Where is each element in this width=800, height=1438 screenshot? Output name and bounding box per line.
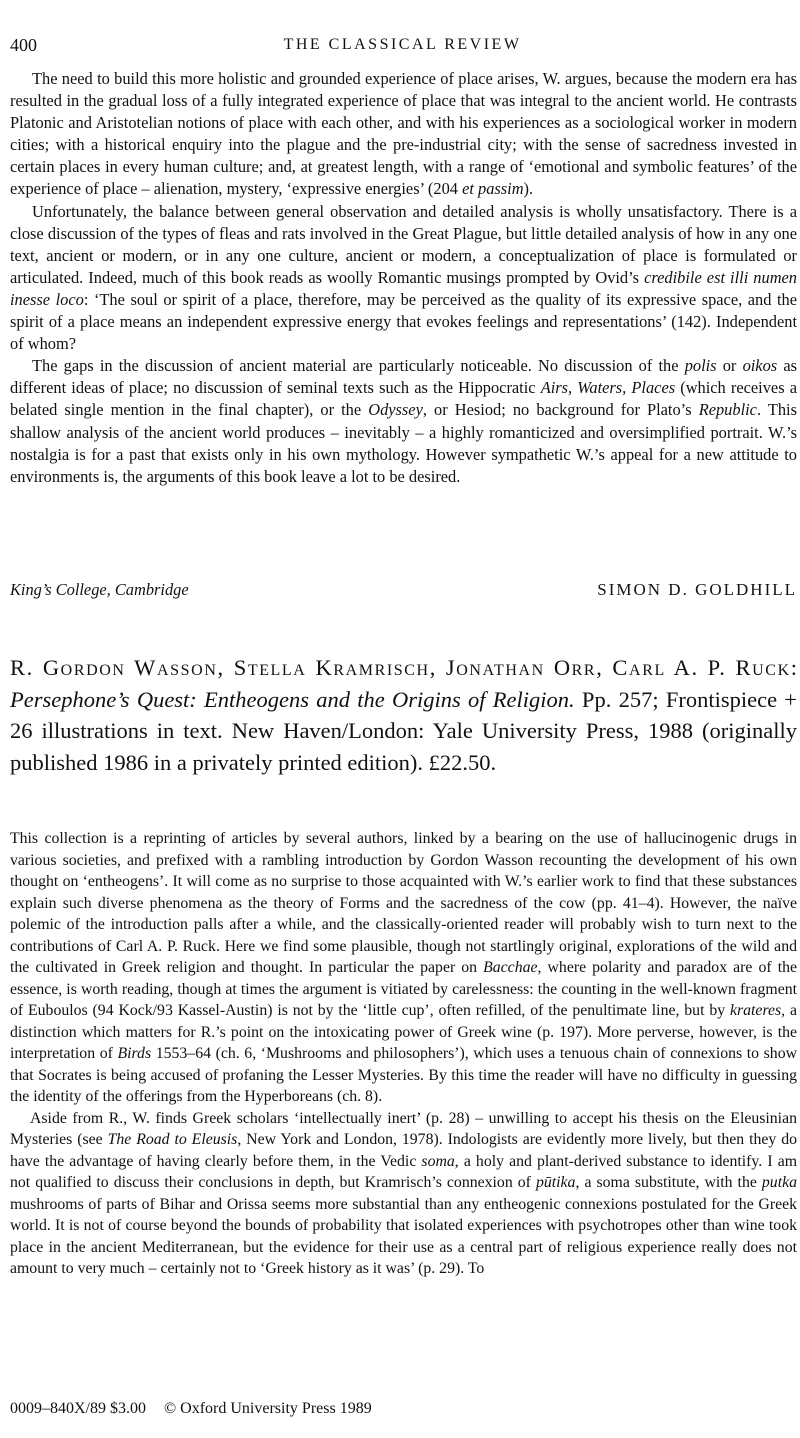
issn-price: 0009–840X/89 $3.00 <box>10 1400 146 1417</box>
book-authors: R. Gordon Wasson, Stella Kramrisch, Jonathan Orr, Carl A. P. Ruck <box>10 655 791 680</box>
review1-signature <box>10 580 797 604</box>
page-number: 400 <box>10 35 37 55</box>
review2-paragraph-1: This collection is a reprinting of articles by several authors, linked by a bearing on the use of hallucinogenic drugs in various societies, and prefixed with a rambling introduction by Gordon Wasson recounting the development of his own thought on ‘entheogens’. It will come as no surprise to those acquainted with W.’s earlier work to find that these substances explain such diverse phenomena as the theory of Forms and the sacredness of the cow (pp. 41–4). However, the naïve polemic of the introduction palls after a while, and the classically-oriented reader will probably wish to turn next to the contributions of Carl A. P. Ruck. Here we find some plausible, though not startlingly original, explorations of the wild and the cultivated in Greek religion and thought. In particular the paper on Bacchae, where polarity and paradox are of the essence, is worth reading, though at times the argument is vitiated by carelessness: the counting in the well-known fragment of Euboulos (94 Kock/93 Kassel-Austin) is not by the ‘little cup’, often refilled, of the penultimate line, but by krateres, a distinction which matters for R.’s point on the intoxicating power of Greek wine (p. 197). More perverse, however, is the interpretation of Birds 1553–64 (ch. 6, ‘Mushrooms and philosophers’), which uses a tenuous chain of connexions to show that Socrates is being accused of profaning the Lesser Mysteries. By this time the reader will have no difficulty in guessing the identity of the offerings from the Hyperboreans (ch. 8). <box>10 830 798 1105</box>
review1-paragraph-1: The need to build this more holistic and grounded experience of place arises, W. argues, because the modern era has resulted in the gradual loss of a fully integrated experience of place that was integral to the ancient world. He contrasts Platonic and Aristotelian notions of place with each other, and with his experiences as a sociological worker in modern cities; with a historical enquiry into the plague and the pre-industrial city; with the sense of sacredness invested in certain places in every human culture; and, at greatest length, with a range of ‘emotional and symbolic features’ of the experience of place – alienation, mystery, ‘expressive energies’ (204 et passim). <box>10 69 797 199</box>
review2-paragraph-2: Aside from R., W. finds Greek scholars ‘intellectually inert’ (p. 28) – unwilling to accept his thesis on the Eleusinian Mysteries (see The Road to Eleusis, New York and London, 1978). Indologists are evidently more lively, but then they do have the advantage of having clearly before them, in the Vedic soma, a holy and plant-derived substance to identify. I am not qualified to discuss their conclusions in depth, but Kramrisch’s connexion of pūtika, a soma substitute, with the putka mushrooms of parts of Bihar and Orissa seems more substantial than any entheogenic connexions postulated for the Greek world. It is not of course beyond the bounds of probability that isolated experiences with psychotropes other than wine took place in the ancient Mediterranean, but the evidence for their use as a central part of religious experience really does not amount to very much – certainly not to ‘Greek history as it was’ (p. 29). To <box>10 1109 798 1277</box>
book-citation: R. Gordon Wasson, Stella Kramrisch, Jonathan Orr, Carl A. P. Ruck: Persephone’s Quest: Entheogens and the Origins of Religion. Pp. 257; Frontispiece + 26 illustrations in text. New Haven/London: Yale University Press, 1988 (originally published 1986 in a privately printed edition). £22.50. <box>10 655 797 775</box>
book-details: Pp. 257; Frontispiece + 26 illustrations in text. New Haven/London: Yale University Press, 1988 (originally published 1986 in a privately printed edition). £22.50. <box>10 686 797 775</box>
review1-paragraph-3: The gaps in the discussion of ancient material are particularly noticeable. No discussion of the polis or oikos as different ideas of place; no discussion of seminal texts such as the Hippocratic Airs, Waters, Places (which receives a belated single mention in the final chapter), or the Odyssey, or Hesiod; no background for Plato’s Republic. This shallow analysis of the ancient world produces – inevitably – a highly romanticized and oversimplified portrait. W.’s nostalgia is for a past that exists only in his own mythology. However sympathetic W.’s appeal for a new attitude to environments is, the arguments of this book leave a lot to be desired. <box>10 356 797 486</box>
journal-title: THE CLASSICAL REVIEW <box>283 36 522 53</box>
review2-heading <box>10 652 797 778</box>
reviewer-affiliation: King’s College, Cambridge <box>10 580 189 599</box>
review-goldhill-body <box>10 68 797 488</box>
copyright: © Oxford University Press 1989 <box>164 1400 372 1417</box>
reviewer-name: SIMON D. GOLDHILL <box>597 580 797 599</box>
page-footer <box>10 1400 797 1418</box>
review-persephone-body <box>10 828 797 1280</box>
review1-paragraph-2: Unfortunately, the balance between general observation and detailed analysis is wholly unsatisfactory. There is a close discussion of the types of fleas and rats involved in the Great Plague, but little detailed analysis of how in any one text, ancient or modern, or in any one culture, ancient or modern, a conceptualization of place is formulated or articulated. Indeed, much of this book reads as woolly Romantic musings prompted by Ovid’s credibile est illi numen inesse loco: ‘The soul or spirit of a place, therefore, may be perceived as the quality of its expressive space, and the spirit of a place means an independent expressive energy that evokes feelings and representations’ (142). Independent of whom? <box>10 201 798 354</box>
page-header <box>10 35 795 59</box>
book-title: Persephone’s Quest: Entheogens and the Origins of Religion. <box>10 686 575 712</box>
